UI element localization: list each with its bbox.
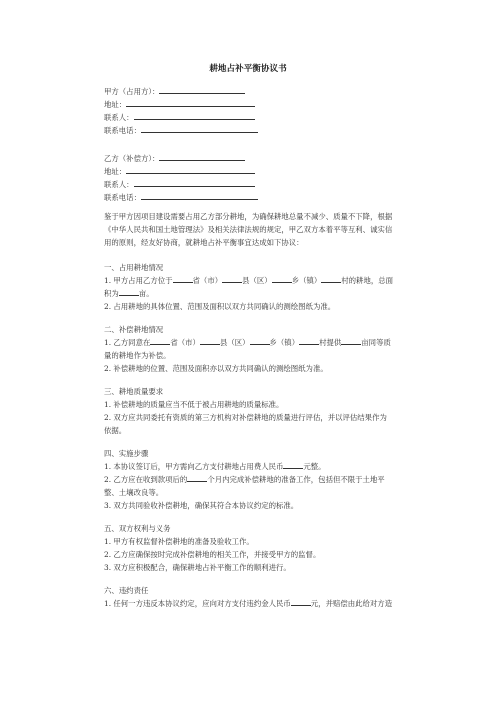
- clause: [104, 597, 394, 610]
- clause-text: 乡（镇）: [291, 276, 322, 285]
- party-b-phone-blank: [141, 192, 258, 200]
- party-a-address-label: 地址：: [104, 100, 127, 109]
- clause-text: 县（区）: [219, 338, 250, 347]
- section-heading: 五、双方权利与义务: [104, 524, 171, 533]
- clause: [104, 473, 394, 499]
- party-b-phone-label: 联系电话：: [104, 193, 141, 202]
- fill-blank: [187, 474, 207, 482]
- party-b-block: [104, 152, 258, 204]
- section-heading: 六、违约责任: [104, 586, 149, 595]
- party-a-phone-label: 联系电话：: [104, 126, 141, 135]
- clause-text: 省（市）: [170, 338, 200, 347]
- clause: 2. 双方应共同委托有资质的第三方机构对补偿耕地的质量进行评估，并以评估结果作为依据。: [104, 413, 387, 435]
- party-a-contact-label: 联系人：: [104, 113, 134, 122]
- clause-text: 1. 甲方占用乙方位于: [104, 276, 173, 285]
- party-a-address-blank: [126, 99, 255, 107]
- fill-blank: [291, 598, 311, 606]
- clause: 2. 乙方应确保按时完成补偿耕地的相关工作，并接受甲方的监督。: [104, 550, 321, 559]
- fill-blank: [200, 337, 220, 345]
- preamble-paragraph: 鉴于甲方因项目建设需要占用乙方部分耕地，为确保耕地总量不减少、质量不下降，根据《中华人民共和国土地管理法》及相关法律法规的规定，甲乙双方本着平等互利、诚实信用的原则，经友好协商，就耕地占补平衡事宜达成如下协议：: [104, 212, 393, 247]
- clause-text: 村的耕地，总面积为: [104, 276, 394, 298]
- section-heading: 三、耕地质量要求: [104, 387, 164, 396]
- party-b-name-blank: [159, 153, 245, 161]
- clause-text: 村提供: [319, 338, 342, 347]
- party-b-address-label: 地址：: [104, 167, 127, 176]
- fill-blank: [150, 337, 170, 345]
- clause-text: 元，并赔偿由此给对方造: [310, 599, 393, 608]
- clause: 3. 双方应积极配合，确保耕地占补平衡工作的顺利进行。: [104, 563, 291, 572]
- clause: 2. 补偿耕地的位置、范围及面积亦以双方共同确认的测绘图纸为准。: [104, 364, 328, 373]
- clause-text: 县（区）: [242, 276, 272, 285]
- party-b-contact-blank: [134, 179, 255, 187]
- clause: [104, 274, 394, 300]
- party-b-address-blank: [126, 166, 255, 174]
- clause: [104, 460, 394, 473]
- fill-blank: [283, 461, 303, 469]
- fill-blank: [250, 337, 270, 345]
- fill-blank: [222, 275, 242, 283]
- agreement-body: [104, 210, 394, 610]
- fill-blank: [341, 337, 361, 345]
- clause-text: 1. 本协议签订后，甲方需向乙方支付耕地占用费人民币: [104, 462, 284, 471]
- fill-blank: [173, 275, 193, 283]
- party-a-phone-blank: [141, 125, 258, 133]
- fill-blank: [272, 275, 292, 283]
- clause: [104, 336, 394, 362]
- clause-text: 元整。: [303, 462, 326, 471]
- fill-blank: [321, 275, 341, 283]
- page-title: 耕地占补平衡协议书: [209, 64, 287, 74]
- clause: 3. 双方共同验收补偿耕地，确保其符合本协议约定的标准。: [104, 501, 299, 510]
- clause-text: 1. 任何一方违反本协议约定，应向对方支付违约金人民币: [104, 599, 291, 608]
- section-heading: 四、实施步骤: [104, 449, 149, 458]
- clause-text: 个月内完成补偿耕地的准备工作，包括但不限于土地平整、土壤改良等。: [104, 475, 385, 497]
- clause-text: 2. 乙方应在收到款项后的: [104, 475, 188, 484]
- section-heading: 一、占用耕地情况: [104, 263, 164, 272]
- party-b-name-label: 乙方（补偿方）：: [104, 154, 160, 163]
- party-b-contact-label: 联系人：: [104, 180, 134, 189]
- clause-text: 亩。: [138, 289, 154, 298]
- party-a-name-label: 甲方（占用方）：: [104, 87, 160, 96]
- party-a-block: [104, 85, 258, 137]
- section-heading: 二、补偿耕地情况: [104, 325, 164, 334]
- clause: 1. 补偿耕地的质量应当不低于被占用耕地的质量标准。: [104, 400, 284, 409]
- clause-text: 乡（镇）: [269, 338, 300, 347]
- fill-blank: [299, 337, 319, 345]
- fill-blank: [119, 288, 139, 296]
- clause-text: 1. 乙方同意在: [104, 338, 151, 347]
- party-a-contact-blank: [134, 112, 255, 120]
- clause-text: 省（市）: [192, 276, 223, 285]
- party-a-name-blank: [159, 86, 245, 94]
- clause-text: 亩同等质量的耕地作为补偿。: [104, 338, 391, 360]
- clause: 1. 甲方有权监督补偿耕地的准备及验收工作。: [104, 537, 254, 546]
- clause: 2. 占用耕地的具体位置、范围及面积以双方共同确认的测绘图纸为准。: [104, 302, 336, 311]
